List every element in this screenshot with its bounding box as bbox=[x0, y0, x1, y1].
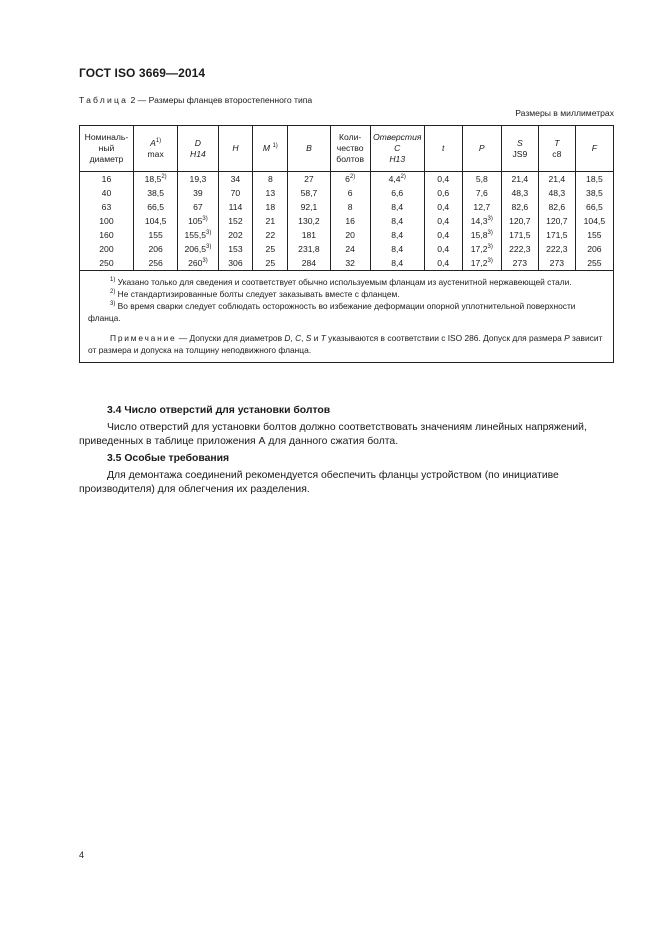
table-cell: 260$^{3)}$ bbox=[178, 256, 218, 271]
table-cell: 0,6 bbox=[424, 186, 462, 200]
table-header-row bbox=[80, 126, 614, 172]
table-cell: 206 bbox=[575, 242, 613, 256]
table-cell: 12,7 bbox=[462, 200, 501, 214]
units-note: Размеры в миллиметрах bbox=[515, 108, 614, 118]
header-h: H bbox=[218, 126, 253, 172]
table-cell: 206 bbox=[133, 242, 177, 256]
table-footnotes bbox=[79, 271, 614, 363]
table-row bbox=[80, 186, 614, 200]
table-cell: 82,6 bbox=[501, 200, 538, 214]
footnote-3: $^{3)}$ Во время сварки следует соблюдать осторожность во избежание деформации опорной уплотнительной поверхности фланца. bbox=[88, 301, 576, 323]
section-paragraph-3-4: Число отверстий для установки болтов должно соответствовать значениям линейных напряжений, приведенных в таблице приложения А для данного сжатия болта. bbox=[79, 422, 587, 447]
table-cell: 256 bbox=[133, 256, 177, 271]
header-f: F bbox=[575, 126, 613, 172]
table-cell: 16 bbox=[330, 214, 370, 228]
header-t-lower: t bbox=[424, 126, 462, 172]
table-cell: 120,7 bbox=[538, 214, 575, 228]
header-nominal-diameter: Номиналь- ный диаметр bbox=[80, 126, 134, 172]
table-cell: 21,4 bbox=[538, 172, 575, 187]
table-caption-title: 2 — Размеры фланцев второстепенного типа bbox=[130, 95, 313, 105]
table-cell: 202 bbox=[218, 228, 253, 242]
table-cell: 21,4 bbox=[501, 172, 538, 187]
table-cell: 160 bbox=[80, 228, 134, 242]
table-cell: 18,5$^{2)}$ bbox=[133, 172, 177, 187]
table-cell: 18 bbox=[253, 200, 288, 214]
header-bolt-count: Коли- чество болтов bbox=[330, 126, 370, 172]
header-p: P bbox=[462, 126, 501, 172]
table-cell: 8 bbox=[253, 172, 288, 187]
table-cell: 0,4 bbox=[424, 200, 462, 214]
table-cell: 21 bbox=[253, 214, 288, 228]
table-cell: 17,2$^{3)}$ bbox=[462, 242, 501, 256]
section-heading-3-5: 3.5 Особые требования bbox=[107, 453, 230, 464]
table-cell: 0,4 bbox=[424, 172, 462, 187]
table-row bbox=[80, 242, 614, 256]
table-cell: 16 bbox=[80, 172, 134, 187]
table-cell: 222,3 bbox=[501, 242, 538, 256]
table-caption bbox=[79, 95, 312, 105]
table-cell: 231,8 bbox=[288, 242, 330, 256]
table-cell: 18,5 bbox=[575, 172, 613, 187]
table-cell: 15,8$^{3)}$ bbox=[462, 228, 501, 242]
section-paragraph-3-5: Для демонтажа соединений рекомендуется обеспечить фланцы устройством (по инициативе производителя) для облегчения их разделения. bbox=[79, 470, 559, 495]
table-cell: 181 bbox=[288, 228, 330, 242]
table-cell: 32 bbox=[330, 256, 370, 271]
table-cell: 4,4$^{2)}$ bbox=[370, 172, 424, 187]
table-cell: 92,1 bbox=[288, 200, 330, 214]
table-cell: 104,5 bbox=[575, 214, 613, 228]
table-cell: 0,4 bbox=[424, 256, 462, 271]
table-cell: 8 bbox=[330, 200, 370, 214]
table-cell: 155 bbox=[133, 228, 177, 242]
table-cell: 6$^{2)}$ bbox=[330, 172, 370, 187]
table-row bbox=[80, 214, 614, 228]
table-caption-label: Таблица bbox=[79, 95, 129, 105]
footnote-2: $^{2)}$ Не стандартизированные болты следует заказывать вместе с фланцем. bbox=[110, 289, 400, 299]
table-cell: 273 bbox=[501, 256, 538, 271]
table-cell: 273 bbox=[538, 256, 575, 271]
table-cell: 250 bbox=[80, 256, 134, 271]
table-cell: 306 bbox=[218, 256, 253, 271]
table-cell: 66,5 bbox=[133, 200, 177, 214]
flange-dimensions-table bbox=[79, 125, 614, 271]
table-cell: 284 bbox=[288, 256, 330, 271]
table-container bbox=[79, 125, 614, 363]
table-cell: 25 bbox=[253, 242, 288, 256]
header-m: M $^{1)}$ bbox=[253, 126, 288, 172]
table-cell: 206,5$^{3)}$ bbox=[178, 242, 218, 256]
table-cell: 105$^{3)}$ bbox=[178, 214, 218, 228]
table-row bbox=[80, 256, 614, 271]
table-cell: 66,5 bbox=[575, 200, 613, 214]
table-cell: 255 bbox=[575, 256, 613, 271]
header-a: $A^{1)}$ max bbox=[133, 126, 177, 172]
table-cell: 8,4 bbox=[370, 242, 424, 256]
section-heading-3-4: 3.4 Число отверстий для установки болтов bbox=[107, 405, 331, 416]
table-cell: 155,5$^{3)}$ bbox=[178, 228, 218, 242]
table-cell: 171,5 bbox=[501, 228, 538, 242]
table-cell: 38,5 bbox=[133, 186, 177, 200]
table-cell: 14,3$^{3)}$ bbox=[462, 214, 501, 228]
footnote-1: $^{1)}$ Указано только для сведения и соответствует обычно используемым фланцам из аустенитной нержавеющей стали. bbox=[110, 277, 572, 287]
table-cell: 6 bbox=[330, 186, 370, 200]
table-cell: 155 bbox=[575, 228, 613, 242]
header-b: B bbox=[288, 126, 330, 172]
table-cell: 8,4 bbox=[370, 214, 424, 228]
table-cell: 171,5 bbox=[538, 228, 575, 242]
page-number: 4 bbox=[79, 850, 85, 860]
table-cell: 0,4 bbox=[424, 214, 462, 228]
table-cell: 120,7 bbox=[501, 214, 538, 228]
table-cell: 13 bbox=[253, 186, 288, 200]
table-cell: 222,3 bbox=[538, 242, 575, 256]
table-cell: 200 bbox=[80, 242, 134, 256]
table-cell: 7,6 bbox=[462, 186, 501, 200]
table-cell: 40 bbox=[80, 186, 134, 200]
table-note: Примечание — Допуски для диаметров D, C, S и T указываются в соответствии с ISO 286. Допуск для размера P зависит от размера и допуска на толщину неподвижного фланца. bbox=[88, 333, 603, 355]
table-cell: 8,4 bbox=[370, 228, 424, 242]
table-cell: 70 bbox=[218, 186, 253, 200]
table-cell: 20 bbox=[330, 228, 370, 242]
table-cell: 0,4 bbox=[424, 228, 462, 242]
table-cell: 19,3 bbox=[178, 172, 218, 187]
header-c-holes: Отверстия C H13 bbox=[370, 126, 424, 172]
table-cell: 24 bbox=[330, 242, 370, 256]
table-cell: 48,3 bbox=[538, 186, 575, 200]
table-cell: 48,3 bbox=[501, 186, 538, 200]
table-cell: 39 bbox=[178, 186, 218, 200]
table-cell: 0,4 bbox=[424, 242, 462, 256]
header-d: D H14 bbox=[178, 126, 218, 172]
table-body bbox=[80, 172, 614, 271]
table-cell: 152 bbox=[218, 214, 253, 228]
table-cell: 82,6 bbox=[538, 200, 575, 214]
table-cell: 8,4 bbox=[370, 200, 424, 214]
table-cell: 8,4 bbox=[370, 256, 424, 271]
table-cell: 25 bbox=[253, 256, 288, 271]
table-cell: 5,8 bbox=[462, 172, 501, 187]
table-cell: 104,5 bbox=[133, 214, 177, 228]
table-cell: 58,7 bbox=[288, 186, 330, 200]
table-cell: 100 bbox=[80, 214, 134, 228]
header-s: S JS9 bbox=[501, 126, 538, 172]
table-cell: 67 bbox=[178, 200, 218, 214]
document-header: ГОСТ ISO 3669—2014 bbox=[79, 66, 206, 80]
table-cell: 22 bbox=[253, 228, 288, 242]
table-cell: 38,5 bbox=[575, 186, 613, 200]
table-row bbox=[80, 172, 614, 187]
table-cell: 153 bbox=[218, 242, 253, 256]
table-cell: 27 bbox=[288, 172, 330, 187]
table-cell: 130,2 bbox=[288, 214, 330, 228]
table-cell: 114 bbox=[218, 200, 253, 214]
table-cell: 63 bbox=[80, 200, 134, 214]
table-cell: 17,2$^{3)}$ bbox=[462, 256, 501, 271]
table-row bbox=[80, 200, 614, 214]
table-cell: 34 bbox=[218, 172, 253, 187]
table-row bbox=[80, 228, 614, 242]
header-t: T c8 bbox=[538, 126, 575, 172]
table-cell: 6,6 bbox=[370, 186, 424, 200]
